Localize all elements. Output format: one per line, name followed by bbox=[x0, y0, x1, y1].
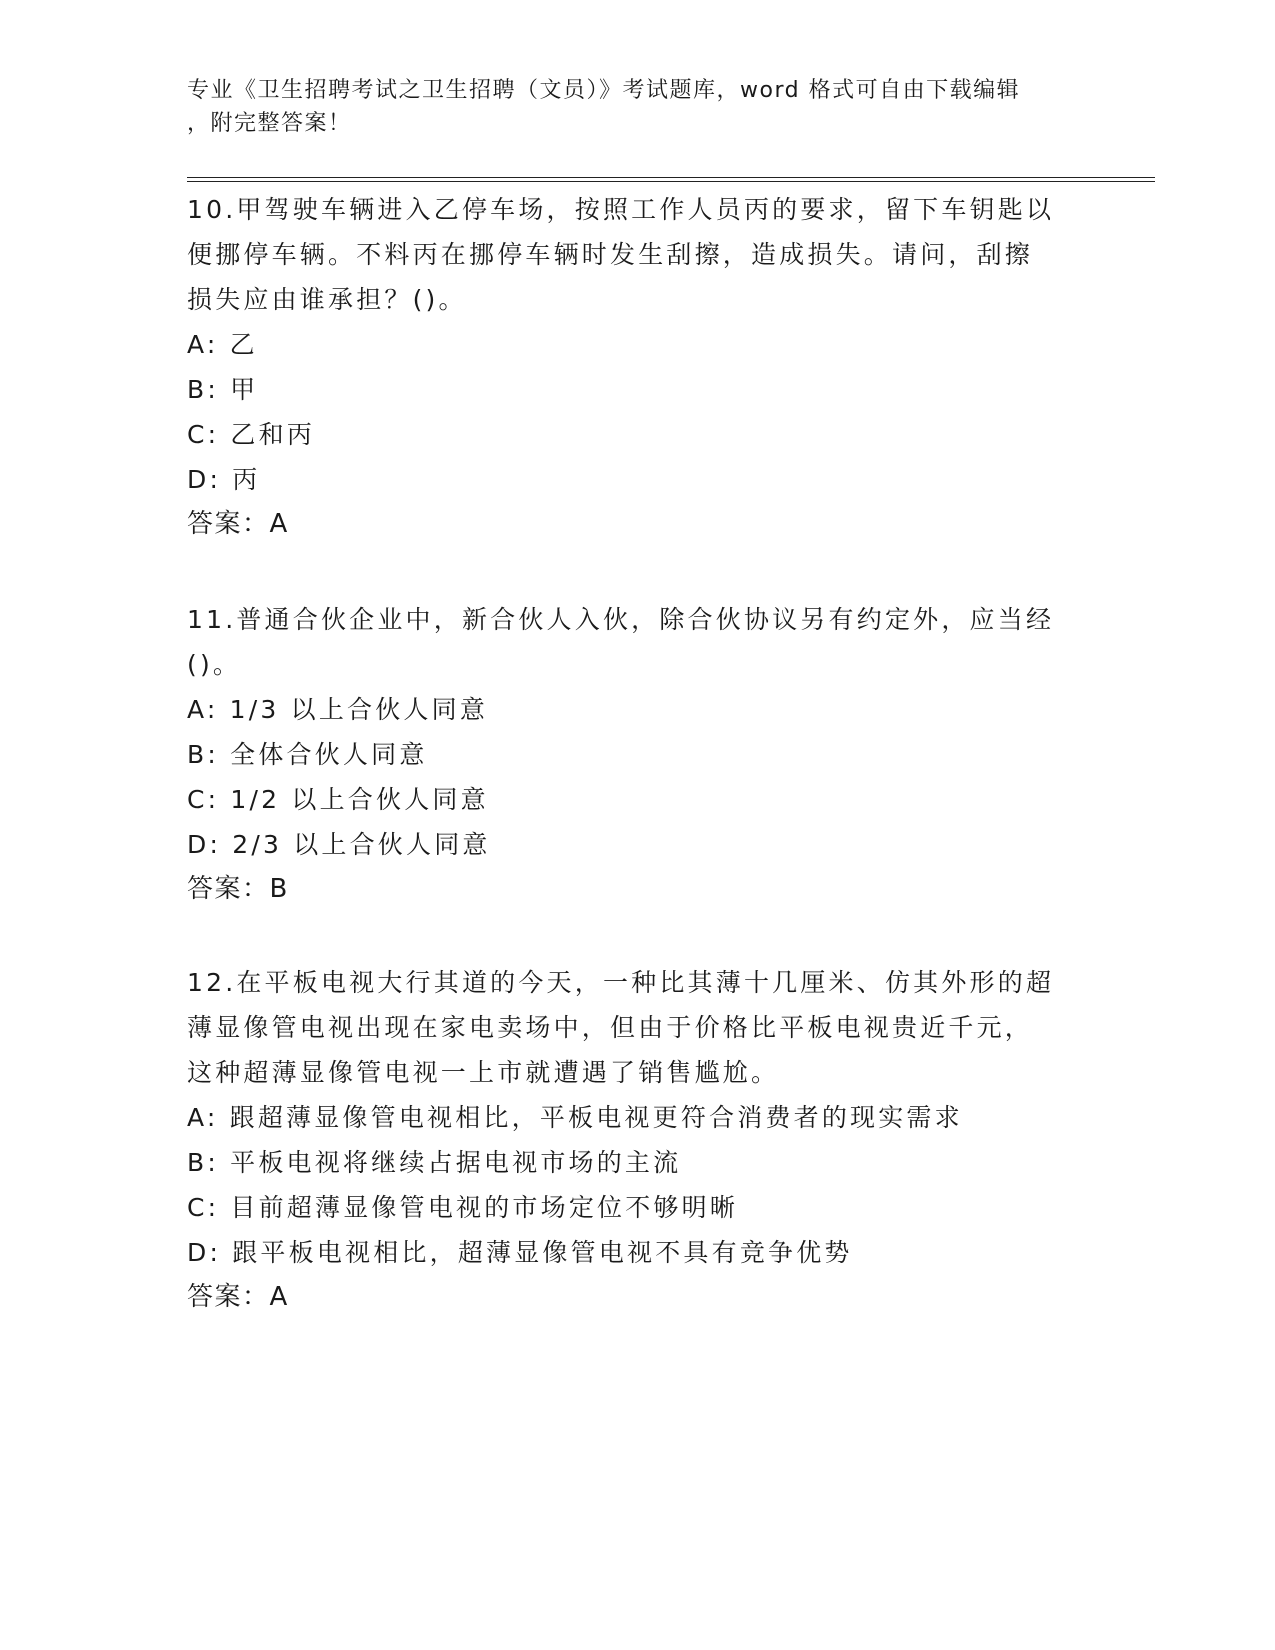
option-c: C: 目前超薄显像管电视的市场定位不够明晰 bbox=[187, 1193, 739, 1222]
question-block bbox=[187, 597, 1087, 912]
question-block bbox=[187, 960, 1087, 1320]
option-c: C: 1/2 以上合伙人同意 bbox=[187, 785, 489, 814]
question-stem: 10.甲驾驶车辆进入乙停车场，按照工作人员丙的要求，留下车钥匙以 便挪停车辆。不料丙在挪停车辆时发生刮擦，造成损失。请问，刮擦 损失应由谁承担？()。 bbox=[187, 195, 1055, 314]
question-block bbox=[187, 187, 1087, 547]
option-d: D: 丙 bbox=[187, 465, 261, 494]
option-a: A: 跟超薄显像管电视相比，平板电视更符合消费者的现实需求 bbox=[187, 1103, 963, 1132]
answer-line: 答案：A bbox=[187, 509, 289, 539]
option-c: C: 乙和丙 bbox=[187, 420, 316, 449]
question-stem: 11.普通合伙企业中，新合伙人入伙，除合伙协议另有约定外，应当经 ()。 bbox=[187, 605, 1055, 679]
option-b: B: 全体合伙人同意 bbox=[187, 740, 428, 769]
option-a: A: 1/3 以上合伙人同意 bbox=[187, 695, 489, 724]
answer-line: 答案：A bbox=[187, 1282, 289, 1312]
header-divider bbox=[187, 177, 1155, 182]
answer-line: 答案：B bbox=[187, 874, 289, 904]
option-d: D: 跟平板电视相比，超薄显像管电视不具有竞争优势 bbox=[187, 1238, 853, 1267]
document-header: 专业《卫生招聘考试之卫生招聘（文员）》考试题库，word 格式可自由下载编辑 ，附完整答案！ bbox=[187, 78, 1021, 136]
option-a: A: 乙 bbox=[187, 330, 258, 359]
option-b: B: 平板电视将继续占据电视市场的主流 bbox=[187, 1148, 682, 1177]
option-d: D: 2/3 以上合伙人同意 bbox=[187, 830, 491, 859]
question-stem: 12.在平板电视大行其道的今天，一种比其薄十几厘米、仿其外形的超 薄显像管电视出现在家电卖场中，但由于价格比平板电视贵近千元， 这种超薄显像管电视一上市就遭遇了销售尴尬。 bbox=[187, 968, 1055, 1087]
option-b: B: 甲 bbox=[187, 375, 259, 404]
